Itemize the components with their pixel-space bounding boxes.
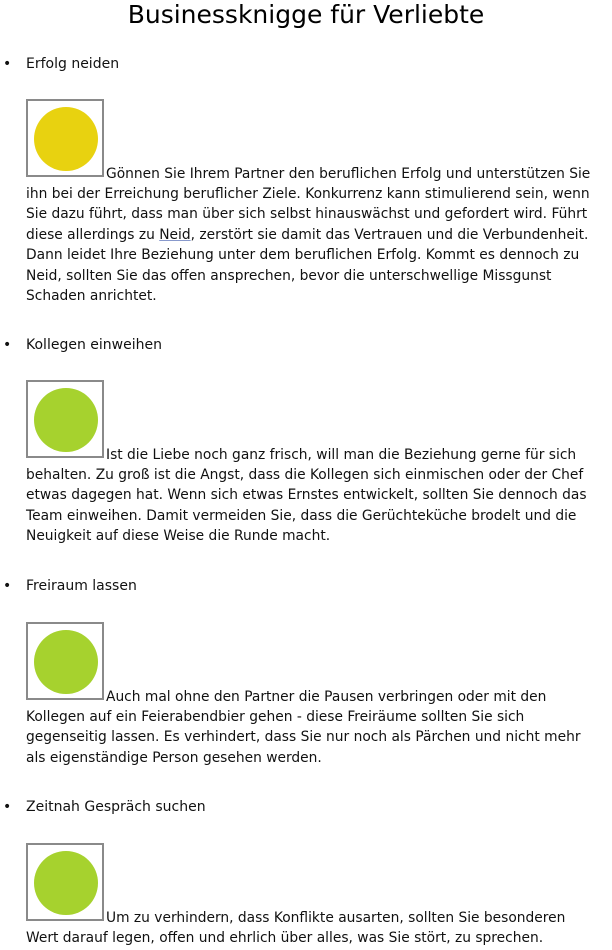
bullet-icon: • [3, 578, 12, 594]
paragraph-line: Neid, sollten Sie das offen ansprechen, bevor die unterschwellige Missgunst [26, 267, 552, 284]
image-frame [26, 622, 104, 700]
paragraph-body [26, 465, 612, 547]
paragraph-line: Dann leidet Ihre Beziehung unter dem beruflichen Erfolg. Kommt es dennoch zu [26, 247, 580, 264]
paragraph-first-line: Auch mal ohne den Partner die Pausen verbringen oder mit den [106, 689, 547, 705]
green-circle-icon [34, 388, 98, 452]
paragraph-line: Schaden anrichtet. [26, 288, 157, 305]
paragraph-line: Team einweihen. Damit vermeiden Sie, dass die Gerüchteküche brodelt und die [26, 507, 577, 524]
paragraph-line: behalten. Zu groß ist die Angst, dass die Kollegen sich einmischen oder der Chef [26, 467, 584, 483]
paragraph-line-with-link [26, 225, 612, 245]
paragraph-body [26, 928, 612, 948]
line-text: diese allerdings zu [26, 226, 160, 243]
paragraph-line: Sie dazu führt, dass man über sich selbst hinauswächst und gefordert wird. Führt [26, 206, 588, 223]
paragraph-first-line: Ist die Liebe noch ganz frisch, will man die Beziehung gerne für sich [106, 447, 577, 463]
neid-link[interactable]: Neid [159, 226, 191, 243]
green-circle-icon [34, 851, 98, 915]
bullet-icon: • [3, 337, 12, 353]
paragraph-line: als eigenständige Person gesehen werden. [26, 749, 322, 766]
paragraph-body [26, 707, 612, 768]
image-frame [26, 380, 104, 458]
bullet-icon: • [3, 799, 12, 815]
paragraph-line: gegenseitig lassen. Es verhindert, dass Sie nur noch als Pärchen und nicht mehr [26, 729, 581, 746]
paragraph-first-line: Um zu verhindern, dass Konflikte ausarten, sollten Sie besonderen [106, 910, 566, 926]
section-heading: Freiraum lassen [26, 578, 137, 594]
yellow-circle-icon [34, 107, 98, 171]
paragraph-first-line: Gönnen Sie Ihrem Partner den beruflichen Erfolg und unterstützen Sie [106, 166, 591, 182]
image-frame [26, 843, 104, 921]
section-heading: Zeitnah Gespräch suchen [26, 799, 206, 815]
paragraph-line: etwas dagegen hat. Wenn sich etwas Ernstes entwickelt, sollten Sie dennoch das [26, 487, 587, 504]
paragraph-line: Wert darauf legen, offen und ehrlich über alles, was Sie stört, zu sprechen. [26, 930, 544, 946]
line-text: , zerstört sie damit das Vertrauen und die Verbundenheit. [190, 226, 589, 243]
paragraph-body [26, 184, 612, 306]
green-circle-icon [34, 630, 98, 694]
paragraph-line: Neuigkeit auf diese Weise die Runde macht. [26, 528, 331, 545]
section-heading: Kollegen einweihen [26, 337, 162, 353]
paragraph-line: ihn bei der Erreichung beruflicher Ziele. Konkurrenz kann stimulierend sein, wenn [26, 186, 590, 202]
section-heading: Erfolg neiden [26, 56, 120, 72]
paragraph-line: Kollegen auf ein Feierabendbier gehen - diese Freiräume sollten Sie sich [26, 709, 525, 725]
image-frame [26, 99, 104, 177]
bullet-icon: • [3, 56, 12, 72]
page-title: Businessknigge für Verliebte [127, 0, 485, 29]
